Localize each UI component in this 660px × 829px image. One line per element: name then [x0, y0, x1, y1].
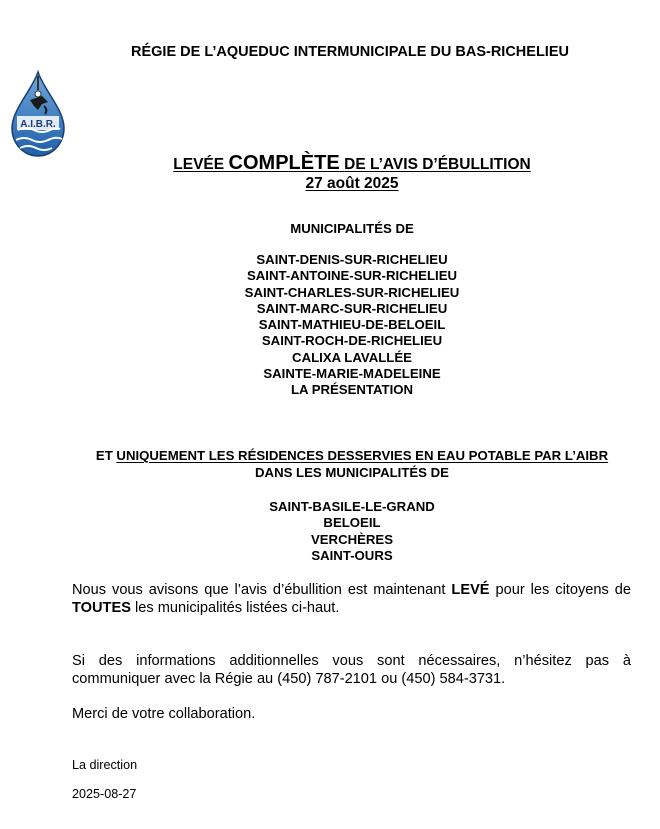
- para1-leve: LEVÉ: [451, 582, 490, 598]
- para1-text-e: les municipalités listées ci-haut.: [130, 600, 340, 616]
- logo-text: A.I.B.R.: [20, 119, 56, 130]
- list-item: BELOEIL: [323, 515, 381, 531]
- municipalities-list: [0, 252, 660, 399]
- list-item: SAINT-CHARLES-SUR-RICHELIEU: [244, 284, 460, 300]
- title-line: [173, 152, 530, 175]
- list-item: SAINT-ANTOINE-SUR-RICHELIEU: [246, 268, 458, 284]
- list-item: SAINT-ROCH-DE-RICHELIEU: [261, 333, 443, 349]
- aibr-logo: [8, 66, 68, 162]
- list-item: SAINT-DENIS-SUR-RICHELIEU: [256, 252, 448, 267]
- residences-underlined: UNIQUEMENT LES RÉSIDENCES DESSERVIES EN EAU POTABLE PAR L’AIBR: [116, 448, 609, 463]
- list-item: SAINT-MATHIEU-DE-BELOEIL: [258, 317, 446, 333]
- organization-name: RÉGIE DE L’AQUEDUC INTERMUNICIPALE DU BAS-RICHELIEU: [131, 44, 569, 60]
- list-item: SAINT-OURS: [311, 547, 393, 563]
- list-item: SAINTE-MARIE-MADELEINE: [263, 366, 441, 382]
- list-item: VERCHÈRES: [310, 531, 394, 547]
- list-item: SAINT-BASILE-LE-GRAND: [269, 499, 435, 514]
- residences-prefix: ET: [95, 448, 117, 463]
- notice-title: [0, 152, 660, 193]
- contact-paragraph: Si des informations additionnelles vous sont nécessaires, n’hésitez pas à communiquer avec la Régie au (450) 787-2101 ou (450) 584-3731.: [72, 653, 631, 687]
- list-item: CALIXA LAVALLÉE: [292, 349, 412, 365]
- residences-line2: DANS LES MUNICIPALITÉS DE: [255, 464, 449, 480]
- water-drop-logo-icon: [8, 66, 68, 162]
- residences-note: [72, 448, 632, 481]
- para1-text-a: Nous vous avisons que l’avis d’ébullition est maintenant: [72, 582, 452, 598]
- para1-toutes: TOUTES: [72, 600, 131, 616]
- thanks-paragraph: Merci de votre collaboration.: [72, 706, 256, 722]
- title-part1: LEVÉE: [173, 156, 225, 173]
- lift-notice-paragraph: [72, 581, 631, 617]
- para1-text-c: pour les citoyens de: [489, 582, 631, 598]
- footer-date: 2025-08-27: [72, 787, 137, 801]
- title-part3: DE L’AVIS D’ÉBULLITION: [344, 156, 531, 173]
- municipalities-heading: MUNICIPALITÉS DE: [290, 221, 414, 236]
- title-part2: COMPLÈTE: [228, 152, 340, 174]
- title-date: 27 août 2025: [305, 175, 399, 192]
- list-item: LA PRÉSENTATION: [290, 382, 414, 398]
- list-item: SAINT-MARC-SUR-RICHELIEU: [256, 300, 448, 316]
- partial-municipalities-list: [0, 499, 660, 564]
- signature: La direction: [72, 758, 138, 772]
